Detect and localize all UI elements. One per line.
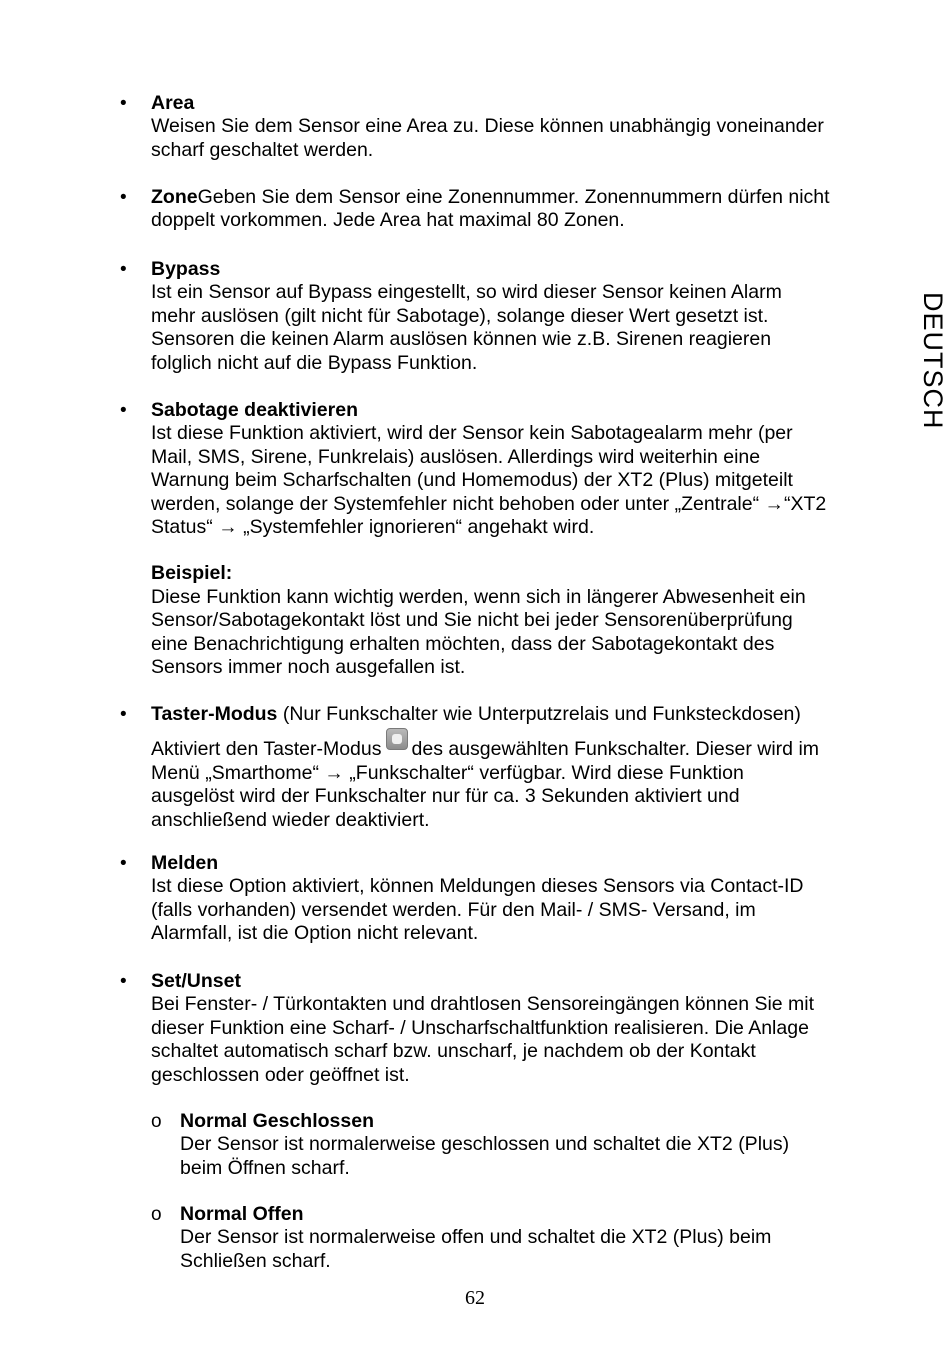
text-line: Sensor/Sabotagekontakt löst und Sie nicht bei jeder Sensorenüberprüfung [151, 609, 793, 632]
sub-bullet: o [151, 1111, 162, 1132]
text-line: eine Benachrichtigung erhalten möchten, dass der Sabotagekontakt des [151, 632, 775, 655]
text-line: Weisen Sie dem Sensor eine Area zu. Diese können unabhängig voneinander [151, 115, 824, 138]
subitem-title: Normal Geschlossen [180, 1110, 374, 1132]
text-before-icon: Aktiviert den Taster-Modus [151, 738, 382, 761]
text-line: Status“ → „Systemfehler ignorieren“ angehakt wird. [151, 516, 595, 539]
item-taster-modus [120, 703, 871, 832]
text-line: beim Öffnen scharf. [180, 1156, 350, 1179]
subitem-title: Normal Offen [180, 1203, 304, 1225]
text-line: doppelt vorkommen. Jede Area hat maximal 80 Zonen. [151, 209, 625, 232]
item-area [120, 92, 871, 162]
side-language-label: DEUTSCH [918, 292, 948, 430]
item-set-unset [120, 970, 871, 1087]
text-line: Der Sensor ist normalerweise offen und schaltet die XT2 (Plus) beim [180, 1226, 772, 1249]
text-line: folglich nicht auf die Bypass Funktion. [151, 351, 478, 374]
item-zone [120, 186, 871, 233]
text-line: Warnung beim Scharfschalten (und Homemodus) der XT2 (Plus) mitgeteilt [151, 469, 793, 492]
text-line [151, 186, 871, 209]
text-line: dieser Funktion eine Scharf- / Unscharfschaltfunktion realisieren. Die Anlage [151, 1016, 809, 1039]
bullet: • [120, 400, 127, 421]
text-line: (falls vorhanden) versendet werden. Für den Mail- / SMS- Versand, im [151, 898, 756, 921]
text-line: Schließen scharf. [180, 1249, 331, 1272]
subitem-normal-offen [151, 1203, 870, 1273]
item-melden [120, 852, 871, 946]
item-title: Set/Unset [151, 970, 241, 992]
text-line: Alarmfall, ist die Option nicht relevant. [151, 922, 479, 945]
text-line: mehr auslösen (gilt nicht für Sabotage), solange dieser Wert gesetzt ist. [151, 304, 769, 327]
text-line: ausgelöst wird der Funkschalter nur für ca. 3 Sekunden aktiviert und [151, 785, 740, 808]
text-line: Ist diese Funktion aktiviert, wird der Sensor kein Sabotagealarm mehr (per [151, 422, 793, 445]
item-title: Taster-Modus [151, 703, 278, 725]
bullet: • [120, 93, 127, 114]
page-number: 62 [465, 1287, 485, 1309]
bullet: • [120, 704, 127, 725]
text-line: Ist diese Option aktiviert, können Meldungen dieses Sensors via Contact-ID [151, 875, 804, 898]
item-title: Zone [151, 186, 198, 208]
text-line: Sensoren die keinen Alarm auslösen können wie z.B. Sirenen reagieren [151, 328, 772, 351]
example-title: Beispiel: [151, 562, 233, 585]
text-line-rest: Geben Sie dem Sensor eine Zonennummer. Zonennummern dürfen nicht [197, 186, 830, 208]
subitem-normal-geschlossen [151, 1110, 870, 1180]
text-line: Diese Funktion kann wichtig werden, wenn sich in längerer Abwesenheit ein [151, 585, 806, 608]
text-line: geschlossen oder geöffnet ist. [151, 1063, 410, 1086]
text-line: schaltet automatisch scharf bzw. unscharf, je nachdem ob der Kontakt [151, 1040, 756, 1063]
item-title: Bypass [151, 258, 221, 280]
bullet: • [120, 971, 127, 992]
text-line: scharf geschaltet werden. [151, 138, 374, 161]
bullet: • [120, 187, 127, 208]
item-title: Area [151, 92, 195, 114]
text-line: anschließend wieder deaktiviert. [151, 808, 430, 831]
toggle-button-icon [386, 728, 408, 750]
sub-bullet: o [151, 1204, 162, 1225]
item-sabotage [120, 399, 871, 679]
text-line: Ist ein Sensor auf Bypass eingestellt, so wird dieser Sensor keinen Alarm [151, 281, 782, 304]
text-line: Bei Fenster- / Türkontakten und drahtlosen Sensoreingängen können Sie mit [151, 993, 815, 1016]
bullet: • [120, 259, 127, 280]
text-after-icon: des ausgewählten Funkschalter. Dieser wird im [411, 738, 820, 761]
text-line [151, 734, 871, 761]
item-title: Sabotage deaktivieren [151, 399, 358, 421]
text-line: Sensors immer noch ausgefallen ist. [151, 656, 466, 679]
text-line: Menü „Smarthome“ → „Funkschalter“ verfügbar. Wird diese Funktion [151, 761, 744, 784]
text-line [151, 703, 871, 726]
item-title: Melden [151, 852, 219, 874]
title-suffix: (Nur Funkschalter wie Unterputzrelais und Funksteckdosen) [277, 703, 801, 725]
text-line: Der Sensor ist normalerweise geschlossen und schaltet die XT2 (Plus) [180, 1133, 790, 1156]
text-line: werden, solange der Systemfehler nicht behoben oder unter „Zentrale“ →“XT2 [151, 492, 827, 515]
text-line: Mail, SMS, Sirene, Funkrelais) auslösen. Allerdings wird weiterhin eine [151, 445, 761, 468]
spacer [151, 539, 871, 562]
item-bypass [120, 258, 871, 375]
bullet: • [120, 853, 127, 874]
